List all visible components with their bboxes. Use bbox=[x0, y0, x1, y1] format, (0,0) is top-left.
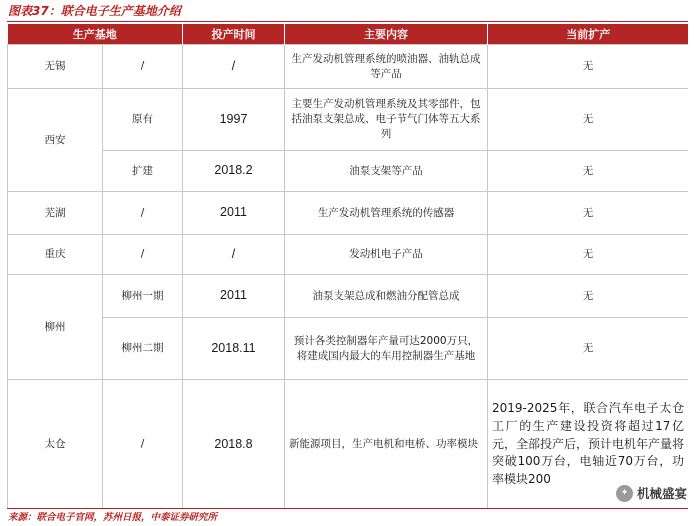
expansion-cell: 无 bbox=[488, 89, 689, 151]
expansion-cell: 无 bbox=[488, 45, 689, 89]
time-cell: 2011 bbox=[183, 275, 285, 318]
expansion-cell: 无 bbox=[488, 235, 689, 275]
table-row bbox=[8, 151, 689, 192]
city-cell: 柳州 bbox=[8, 275, 103, 380]
content-cell: 预计各类控制器年产量可达2000万只，将建成国内最大的车用控制器生产基地 bbox=[285, 318, 488, 380]
content-cell: 主要生产发动机管理系统及其零部件，包括油泵支架总成、电子节气门体等五大系列 bbox=[285, 89, 488, 151]
header-time: 投产时间 bbox=[183, 24, 285, 45]
city-cell: 太仓 bbox=[8, 380, 103, 509]
phase-cell: / bbox=[103, 380, 183, 509]
time-cell: 2018.8 bbox=[183, 380, 285, 509]
table-row bbox=[8, 45, 689, 89]
time-cell: 2011 bbox=[183, 192, 285, 235]
source-note: 来源：联合电子官网，苏州日报，中泰证券研究所 bbox=[8, 512, 218, 523]
phase-cell: 原有 bbox=[103, 89, 183, 151]
city-cell: 重庆 bbox=[8, 235, 103, 275]
table-row bbox=[8, 275, 689, 318]
time-cell: / bbox=[183, 235, 285, 275]
watermark bbox=[616, 483, 687, 503]
title-rule bbox=[7, 21, 688, 22]
phase-cell: 柳州一期 bbox=[103, 275, 183, 318]
table-row bbox=[8, 89, 689, 151]
time-cell: / bbox=[183, 45, 285, 89]
phase-cell: / bbox=[103, 45, 183, 89]
content-cell: 生产发动机管理系统的喷油器、油轨总成等产品 bbox=[285, 45, 488, 89]
figure-title: 图表37：联合电子生产基地介绍 bbox=[8, 4, 181, 18]
city-cell: 西安 bbox=[8, 89, 103, 192]
city-cell: 芜湖 bbox=[8, 192, 103, 235]
content-cell: 油泵支架等产品 bbox=[285, 151, 488, 192]
expansion-cell: 无 bbox=[488, 275, 689, 318]
expansion-cell: 无 bbox=[488, 318, 689, 380]
table-row bbox=[8, 380, 689, 509]
header-expansion: 当前扩产 bbox=[488, 24, 689, 45]
content-cell: 生产发动机管理系统的传感器 bbox=[285, 192, 488, 235]
watermark-text: 机械盛宴 bbox=[636, 486, 687, 501]
header-content: 主要内容 bbox=[285, 24, 488, 45]
expansion-cell: 2019-2025年，联合汽车电子太仓工厂的生产建设投资将超过17亿元，全部投产后，预计电机年产量将突破100万台，电轴近70万台，功率模块200 bbox=[488, 380, 689, 509]
production-base-table bbox=[7, 24, 688, 508]
expansion-cell: 无 bbox=[488, 151, 689, 192]
table-row bbox=[8, 235, 689, 275]
bottom-rule bbox=[7, 508, 688, 509]
wechat-icon: ✦ bbox=[616, 485, 633, 502]
phase-cell: 扩建 bbox=[103, 151, 183, 192]
header-base: 生产基地 bbox=[8, 24, 183, 45]
table-row bbox=[8, 192, 689, 235]
time-cell: 2018.11 bbox=[183, 318, 285, 380]
phase-cell: 柳州二期 bbox=[103, 318, 183, 380]
time-cell: 2018.2 bbox=[183, 151, 285, 192]
expansion-cell: 无 bbox=[488, 192, 689, 235]
table-header-row bbox=[8, 24, 689, 45]
city-cell: 无锡 bbox=[8, 45, 103, 89]
time-cell: 1997 bbox=[183, 89, 285, 151]
content-cell: 油泵支架总成和燃油分配管总成 bbox=[285, 275, 488, 318]
content-cell: 发动机电子产品 bbox=[285, 235, 488, 275]
table-row bbox=[8, 318, 689, 380]
content-cell: 新能源项目，生产电机和电桥、功率模块 bbox=[285, 380, 488, 509]
phase-cell: / bbox=[103, 235, 183, 275]
phase-cell: / bbox=[103, 192, 183, 235]
